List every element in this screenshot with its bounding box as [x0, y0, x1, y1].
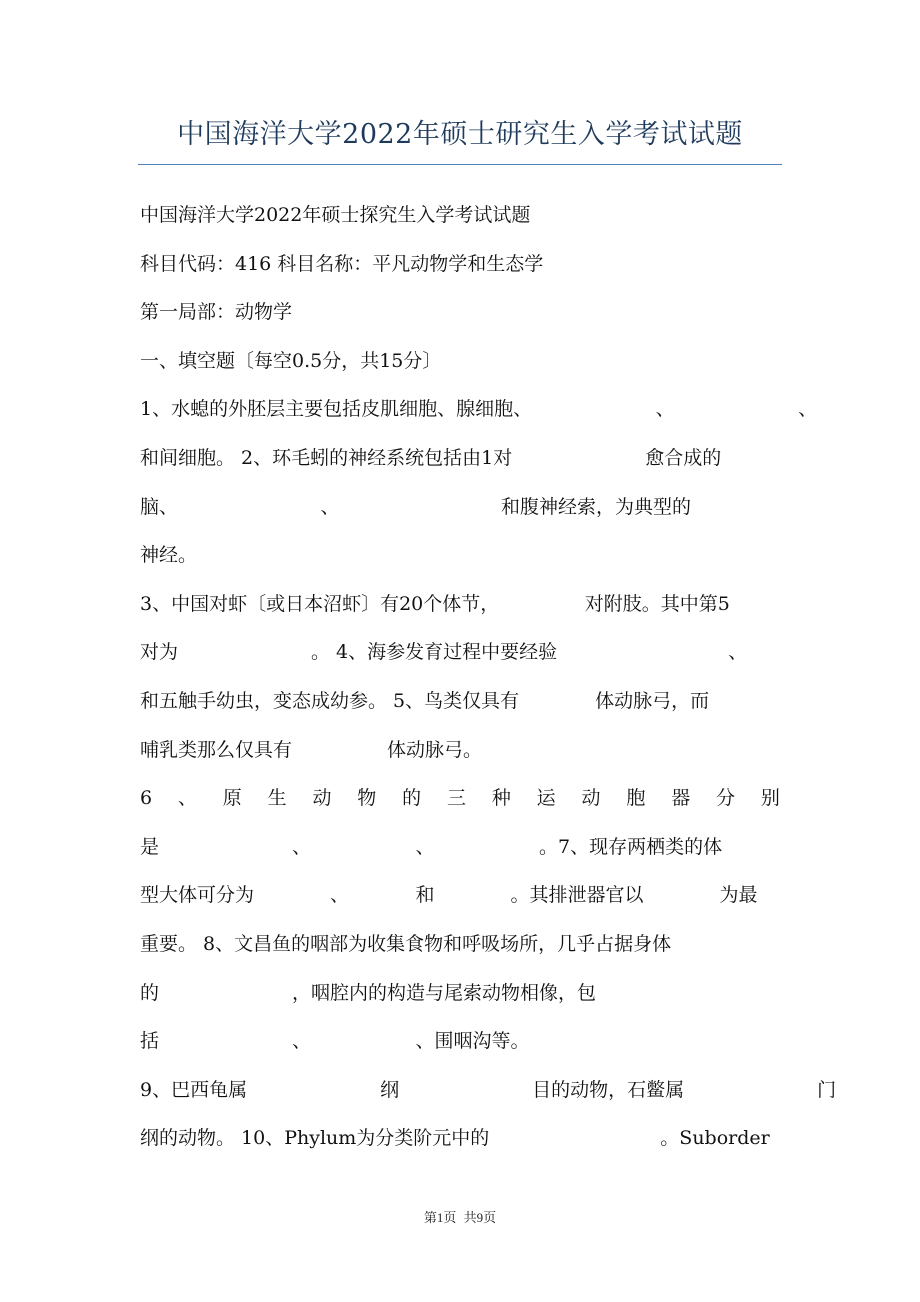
- body-line: 哺乳类那么仅具有 体动脉弓。: [140, 738, 483, 761]
- body-line: 一、填空题〔每空0.5分，共15分〕: [140, 349, 442, 372]
- body-line: 9、巴西龟属 纲 目的动物，石鳖属 门: [140, 1078, 837, 1101]
- body-line: 和间细胞。 2、环毛蚓的神经系统包括由1对 愈合成的: [140, 446, 722, 469]
- body-line: 和五触手幼虫，变态成幼参。 5、鸟类仅具有 体动脉弓，而: [140, 689, 710, 712]
- document-body: [140, 198, 837, 1170]
- body-line: 的 ，咽腔内的构造与尾索动物相像，包: [140, 981, 597, 1004]
- body-line: 1、水螅的外胚层主要包括皮肌细胞、腺细胞、 、 、: [140, 398, 818, 421]
- body-line: 型大体可分为 、 和 。其排泄器官以 为最: [140, 884, 758, 907]
- body-line: 3、中国对虾〔或日本沼虾〕有20个体节， 对附肢。其中第5: [140, 592, 730, 615]
- title-divider: [138, 164, 782, 165]
- page-number: 第1页: [423, 1210, 457, 1225]
- body-line: 科目代码：416 科目名称：平凡动物学和生态学: [140, 252, 544, 275]
- body-line: 纲的动物。 10、Phylum为分类阶元中的 。Suborder: [140, 1127, 770, 1150]
- body-line: 第一局部：动物学: [140, 301, 293, 324]
- body-line: 重要。 8、文昌鱼的咽部为收集食物和呼吸场所，几乎占据身体: [140, 932, 672, 955]
- body-line: 对为 。 4、海参发育过程中要经验 、: [140, 641, 748, 664]
- body-line: 中国海洋大学2022年硕士探究生入学考试试题: [140, 204, 531, 226]
- body-line-justified: 6 、 原 生 动 物 的 三 种 运 动 胞 器 分 别: [140, 787, 780, 810]
- body-line: 神经。: [140, 544, 198, 567]
- body-line: 括 、 、围咽沟等。: [140, 1030, 530, 1053]
- page-total: 共9页: [463, 1210, 497, 1225]
- page-footer: [0, 1207, 920, 1226]
- document-title: 中国海洋大学2022年硕士研究生入学考试试题: [177, 119, 743, 150]
- body-line: 脑、 、 和腹神经索，为典型的: [140, 495, 692, 518]
- body-line: 是 、 、 。7、现存两栖类的体: [140, 835, 723, 858]
